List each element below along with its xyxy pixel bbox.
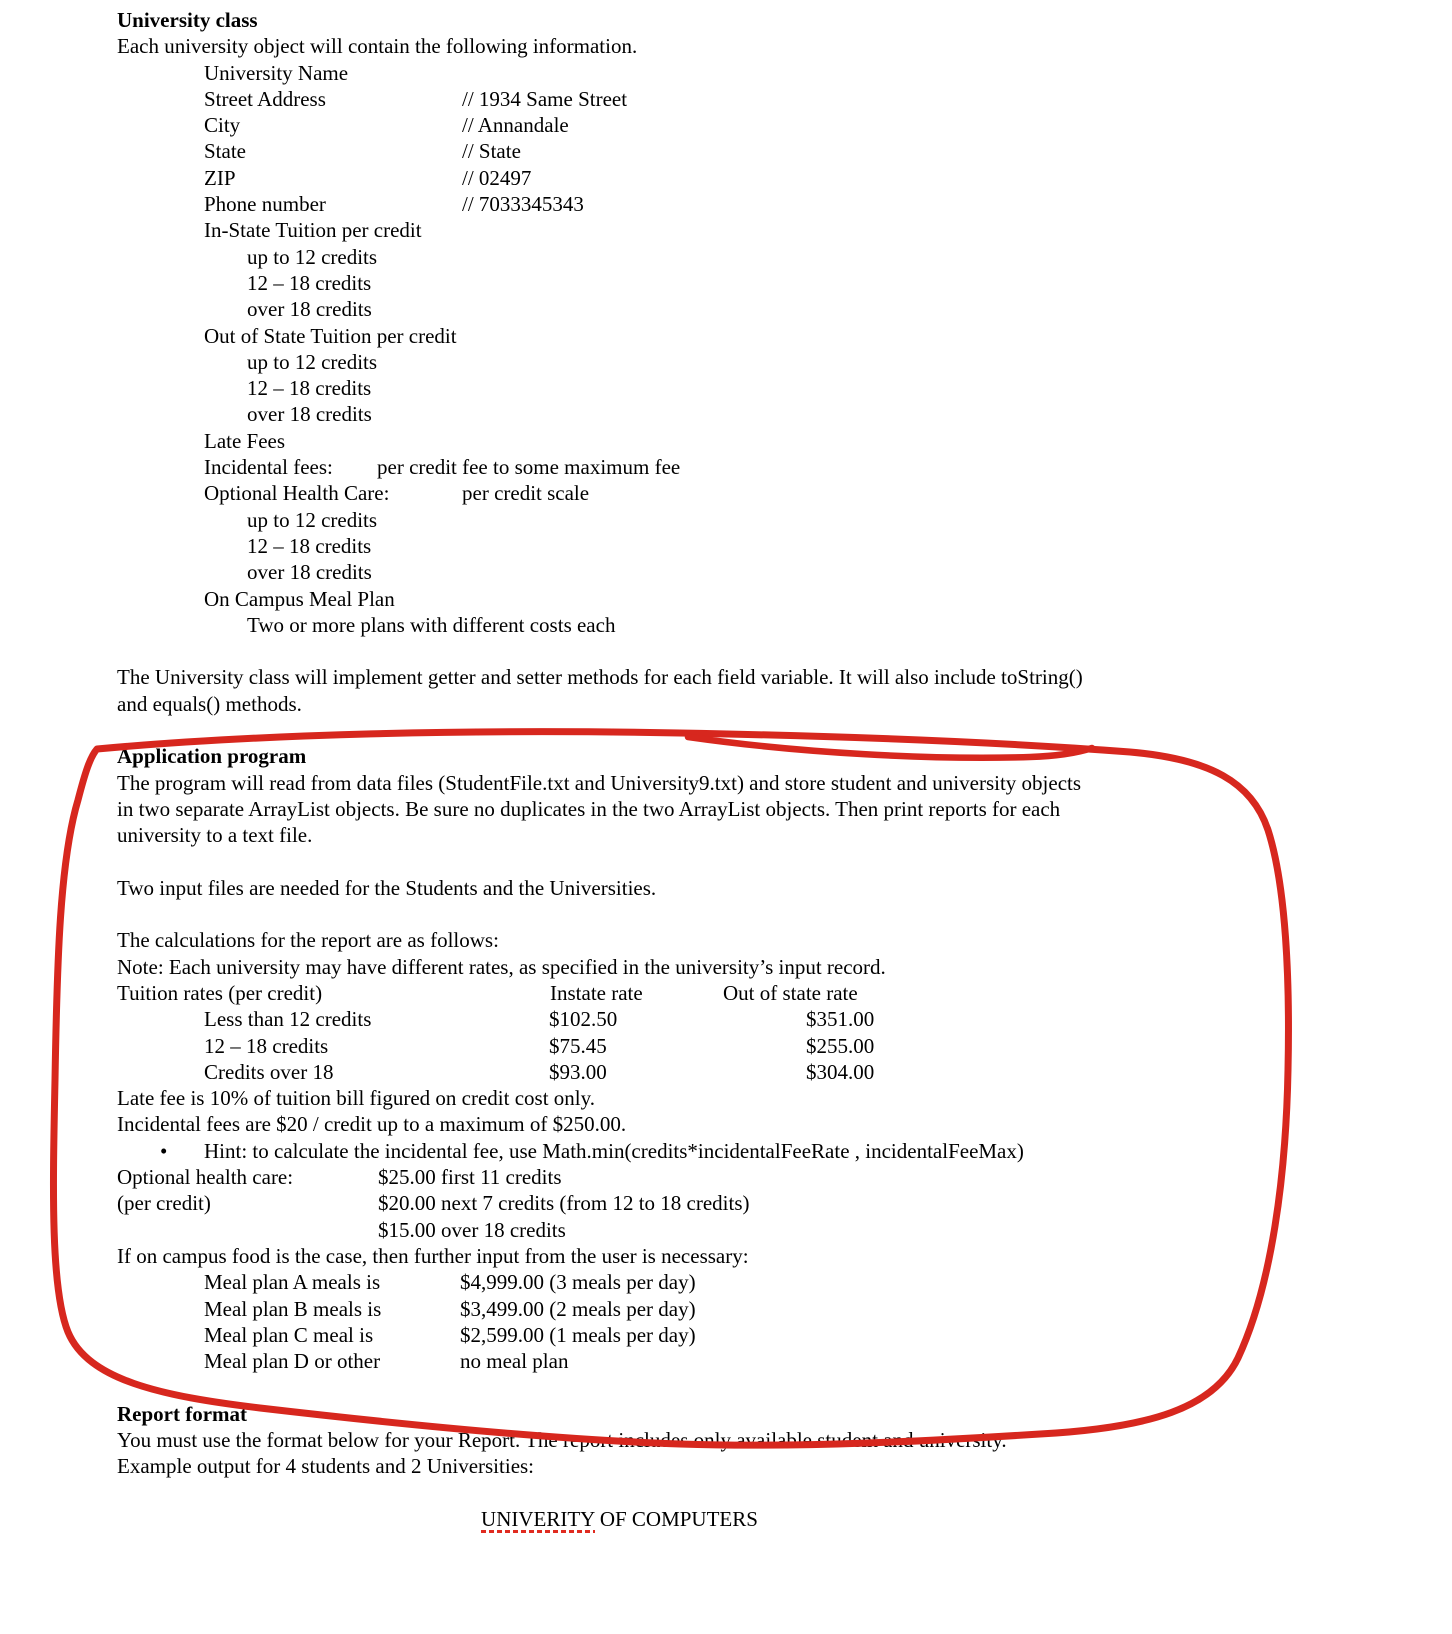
incidental-fee-note: Incidental fees are $20 / credit up to a maximum of $250.00. <box>117 1112 627 1137</box>
example-title-rest: OF COMPUTERS <box>599 1506 758 1531</box>
field-label: In-State Tuition per credit <box>204 218 422 243</box>
meal-plan-row <box>117 1269 1452 1295</box>
field-row <box>117 86 1452 112</box>
field-row <box>117 323 1452 349</box>
field-row <box>117 533 1452 559</box>
health-care-label: Optional health care: <box>117 1165 294 1190</box>
field-row <box>117 454 1452 480</box>
field-comment: // 1934 Same Street <box>462 86 628 111</box>
field-comment: // State <box>462 139 521 164</box>
report-example-title <box>117 1506 1122 1532</box>
field-label: over 18 credits <box>247 560 372 585</box>
health-care-label: (per credit) <box>117 1191 211 1216</box>
field-label: State <box>204 139 246 164</box>
input-files-note: Two input files are needed for the Students and the Universities. <box>117 875 657 900</box>
tuition-row-label: 12 – 18 credits <box>204 1033 329 1058</box>
tuition-header-instate: Instate rate <box>550 980 643 1005</box>
field-label: City <box>204 113 241 138</box>
tuition-row-instate: $102.50 <box>549 1007 618 1032</box>
spacer <box>117 638 1452 664</box>
tuition-row-outstate: $304.00 <box>806 1059 875 1084</box>
tuition-row-outstate: $255.00 <box>806 1033 875 1058</box>
health-care-value: $25.00 first 11 credits <box>378 1165 562 1190</box>
field-row <box>117 191 1452 217</box>
field-row <box>117 217 1452 243</box>
field-comment: per credit scale <box>462 481 590 506</box>
spacer <box>117 849 1452 875</box>
field-row <box>117 138 1452 164</box>
field-row <box>117 60 1452 86</box>
tuition-header-label: Tuition rates (per credit) <box>117 980 323 1005</box>
misspelled-word: UNIVERITY <box>481 1506 595 1531</box>
field-row <box>117 112 1452 138</box>
tuition-row-instate: $75.45 <box>549 1033 607 1058</box>
field-label: Incidental fees: <box>204 455 333 480</box>
spacer <box>117 1480 1452 1506</box>
field-label: up to 12 credits <box>247 349 378 374</box>
campus-food-intro: If on campus food is the case, then further input from the user is necessary: <box>117 1243 749 1268</box>
field-label: On Campus Meal Plan <box>204 586 395 611</box>
hint-text: Hint: to calculate the incidental fee, use Math.min(credits*incidentalFeeRate , incidentalFeeMax) <box>204 1138 1024 1163</box>
tuition-table-row <box>117 1059 1452 1085</box>
meal-plan-value: no meal plan <box>460 1349 569 1374</box>
application-program-heading: Application program <box>117 744 307 769</box>
tuition-row-label: Credits over 18 <box>204 1059 334 1084</box>
meal-plan-value: $4,999.00 (3 meals per day) <box>460 1270 696 1295</box>
field-label: ZIP <box>204 165 236 190</box>
field-row <box>117 612 1452 638</box>
field-row <box>117 428 1452 454</box>
tuition-table-row <box>117 1033 1452 1059</box>
field-row <box>117 480 1452 506</box>
health-care-row <box>117 1190 1452 1216</box>
tuition-row-label: Less than 12 credits <box>204 1007 372 1032</box>
meal-plan-label: Meal plan B meals is <box>204 1296 382 1321</box>
spacer <box>117 901 1452 927</box>
field-row <box>117 165 1452 191</box>
meal-plan-label: Meal plan C meal is <box>204 1322 374 1347</box>
university-class-outro-line: The University class will implement getter and setter methods for each field variable. It will also include toString() <box>117 665 1083 690</box>
meal-plan-label: Meal plan A meals is <box>204 1270 381 1295</box>
meal-plan-row <box>117 1296 1452 1322</box>
tuition-row-instate: $93.00 <box>549 1059 607 1084</box>
meal-plan-value: $2,599.00 (1 meals per day) <box>460 1322 696 1347</box>
meal-plan-row <box>117 1348 1452 1374</box>
field-label: Street Address <box>204 86 326 111</box>
calculations-intro: The calculations for the report are as follows: <box>117 928 499 953</box>
health-care-row <box>117 1164 1452 1190</box>
field-comment: per credit fee to some maximum fee <box>377 455 681 480</box>
field-row <box>117 586 1452 612</box>
application-program-paragraph-line: university to a text file. <box>117 823 313 848</box>
tuition-table-row <box>117 1006 1452 1032</box>
field-row <box>117 349 1452 375</box>
tuition-header-outstate: Out of state rate <box>723 980 858 1005</box>
health-care-row <box>117 1217 1452 1243</box>
field-label: over 18 credits <box>247 297 372 322</box>
meal-plan-value: $3,499.00 (2 meals per day) <box>460 1296 696 1321</box>
field-label: Out of State Tuition per credit <box>204 323 457 348</box>
late-fee-note: Late fee is 10% of tuition bill figured on credit cost only. <box>117 1086 596 1111</box>
application-program-paragraph-line: in two separate ArrayList objects. Be sure no duplicates in the two ArrayList objects. Then print reports for each <box>117 796 1061 821</box>
rates-note: Note: Each university may have different rates, as specified in the university’s input record. <box>117 954 886 979</box>
university-class-heading: University class <box>117 8 258 32</box>
field-label: 12 – 18 credits <box>247 376 372 401</box>
field-row <box>117 507 1452 533</box>
field-label: 12 – 18 credits <box>247 270 372 295</box>
field-label: Two or more plans with different costs each <box>247 612 616 637</box>
field-label: Late Fees <box>204 428 286 453</box>
report-format-line: Example output for 4 students and 2 Universities: <box>117 1454 535 1479</box>
health-care-value: $20.00 next 7 credits (from 12 to 18 credits) <box>378 1191 750 1216</box>
field-label: over 18 credits <box>247 402 372 427</box>
field-label: up to 12 credits <box>247 507 378 532</box>
field-row <box>117 375 1452 401</box>
section-application-program <box>117 743 1452 1374</box>
tuition-table-header <box>117 980 1452 1006</box>
bullet-icon: • <box>160 1138 168 1163</box>
field-row <box>117 296 1452 322</box>
spacer <box>117 1374 1452 1400</box>
field-row <box>117 401 1452 427</box>
university-class-outro-line: and equals() methods. <box>117 691 302 716</box>
meal-plan-row <box>117 1322 1452 1348</box>
field-label: up to 12 credits <box>247 244 378 269</box>
section-report-format <box>117 1374 1452 1532</box>
field-label: Phone number <box>204 192 326 217</box>
spacer <box>117 717 1452 743</box>
hint-row <box>117 1138 1452 1164</box>
health-care-value: $15.00 over 18 credits <box>378 1217 566 1242</box>
field-label: Optional Health Care: <box>204 481 390 506</box>
field-comment: // Annandale <box>462 113 569 138</box>
field-row <box>117 559 1452 585</box>
report-format-heading: Report format <box>117 1401 248 1426</box>
application-program-paragraph-line: The program will read from data files (StudentFile.txt and University9.txt) and store student and university objects <box>117 770 1082 795</box>
meal-plan-label: Meal plan D or other <box>204 1349 381 1374</box>
field-label: University Name <box>204 60 349 85</box>
field-label: 12 – 18 credits <box>247 533 372 558</box>
field-row <box>117 244 1452 270</box>
field-row <box>117 270 1452 296</box>
report-format-line: You must use the format below for your Report. The report includes only available student and university. <box>117 1428 1007 1453</box>
field-comment: // 7033345343 <box>462 192 584 217</box>
field-comment: // 02497 <box>462 165 532 190</box>
university-class-intro: Each university object will contain the following information. <box>117 34 638 59</box>
section-university-class <box>117 7 1452 743</box>
tuition-row-outstate: $351.00 <box>806 1007 875 1032</box>
